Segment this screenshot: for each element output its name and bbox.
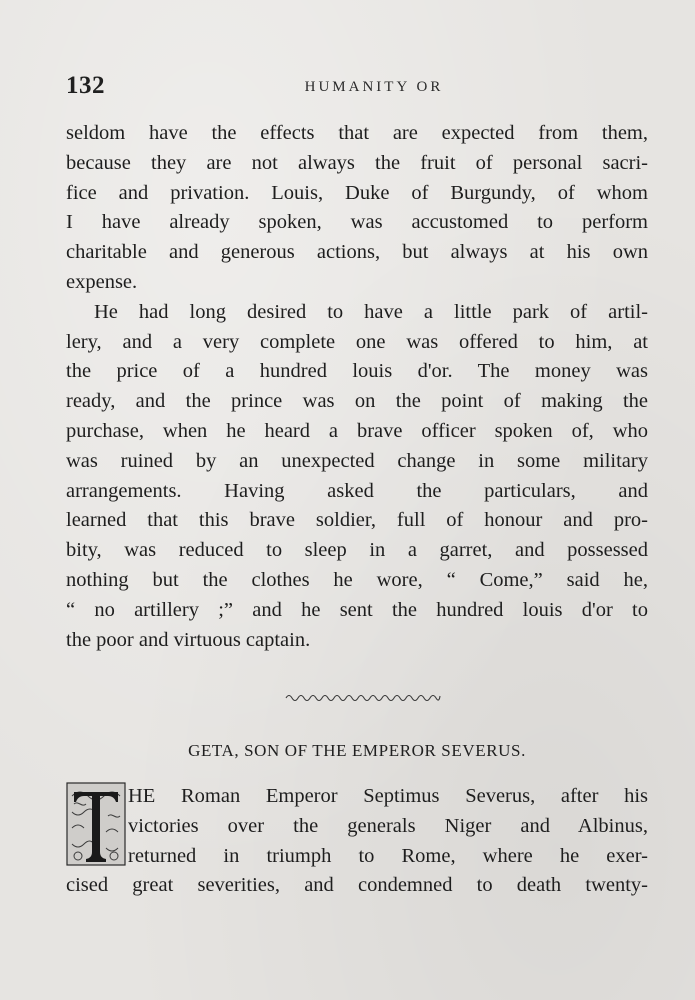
text-line: HE Roman Emperor Septimus Severus, after his [128,785,648,807]
running-title: HUMANITY OR [304,79,444,95]
text-line: I have already spoken, was accustomed to perform [66,211,648,234]
text-line: “ no artillery ;” and he sent the hundred louis d'or to [66,598,648,621]
text-line: purchase, when he heard a brave officer spoken of, who [66,419,648,442]
paragraph-block-2 [66,782,648,901]
section-divider-ornament [284,690,442,704]
text-line: victories over the generals Niger and Albinus, [128,814,648,837]
text-line: nothing but the clothes he wore, “ Come,” said he, [66,568,648,591]
text-line: charitable and generous actions, but always at his own [66,241,648,264]
text-line: seldom have the effects that are expected from them, [66,122,648,144]
text-line: He had long desired to have a little park of artil- [94,300,648,323]
text-line: lery, and a very complete one was offered to him, at [66,330,648,353]
page-number: 132 [66,72,105,99]
paragraph-block-1 [66,119,648,655]
text-line: returned in triumph to Rome, where he exer- [128,844,648,867]
text-line: learned that this brave soldier, full of honour and pro- [66,509,648,532]
text-line: the poor and virtuous captain. [66,628,311,651]
text-line: cised great severities, and condemned to death twenty- [66,874,648,897]
text-line: fice and privation. Louis, Duke of Burgundy, of whom [66,181,648,204]
text-line: expense. [66,270,138,293]
text-line: was ruined by an unexpected change in some military [66,449,648,472]
text-line: the price of a hundred louis d'or. The money was [66,360,648,383]
running-head [66,72,648,102]
text-line: bity, was reduced to sleep in a garret, and possessed [66,539,648,562]
text-line: arrangements. Having asked the particulars, and [66,479,648,502]
section-heading: GETA, SON OF THE EMPEROR SEVERUS. [188,741,526,760]
text-line: because they are not always the fruit of personal sacri- [66,151,648,174]
text-line: ready, and the prince was on the point of making the [66,390,648,413]
